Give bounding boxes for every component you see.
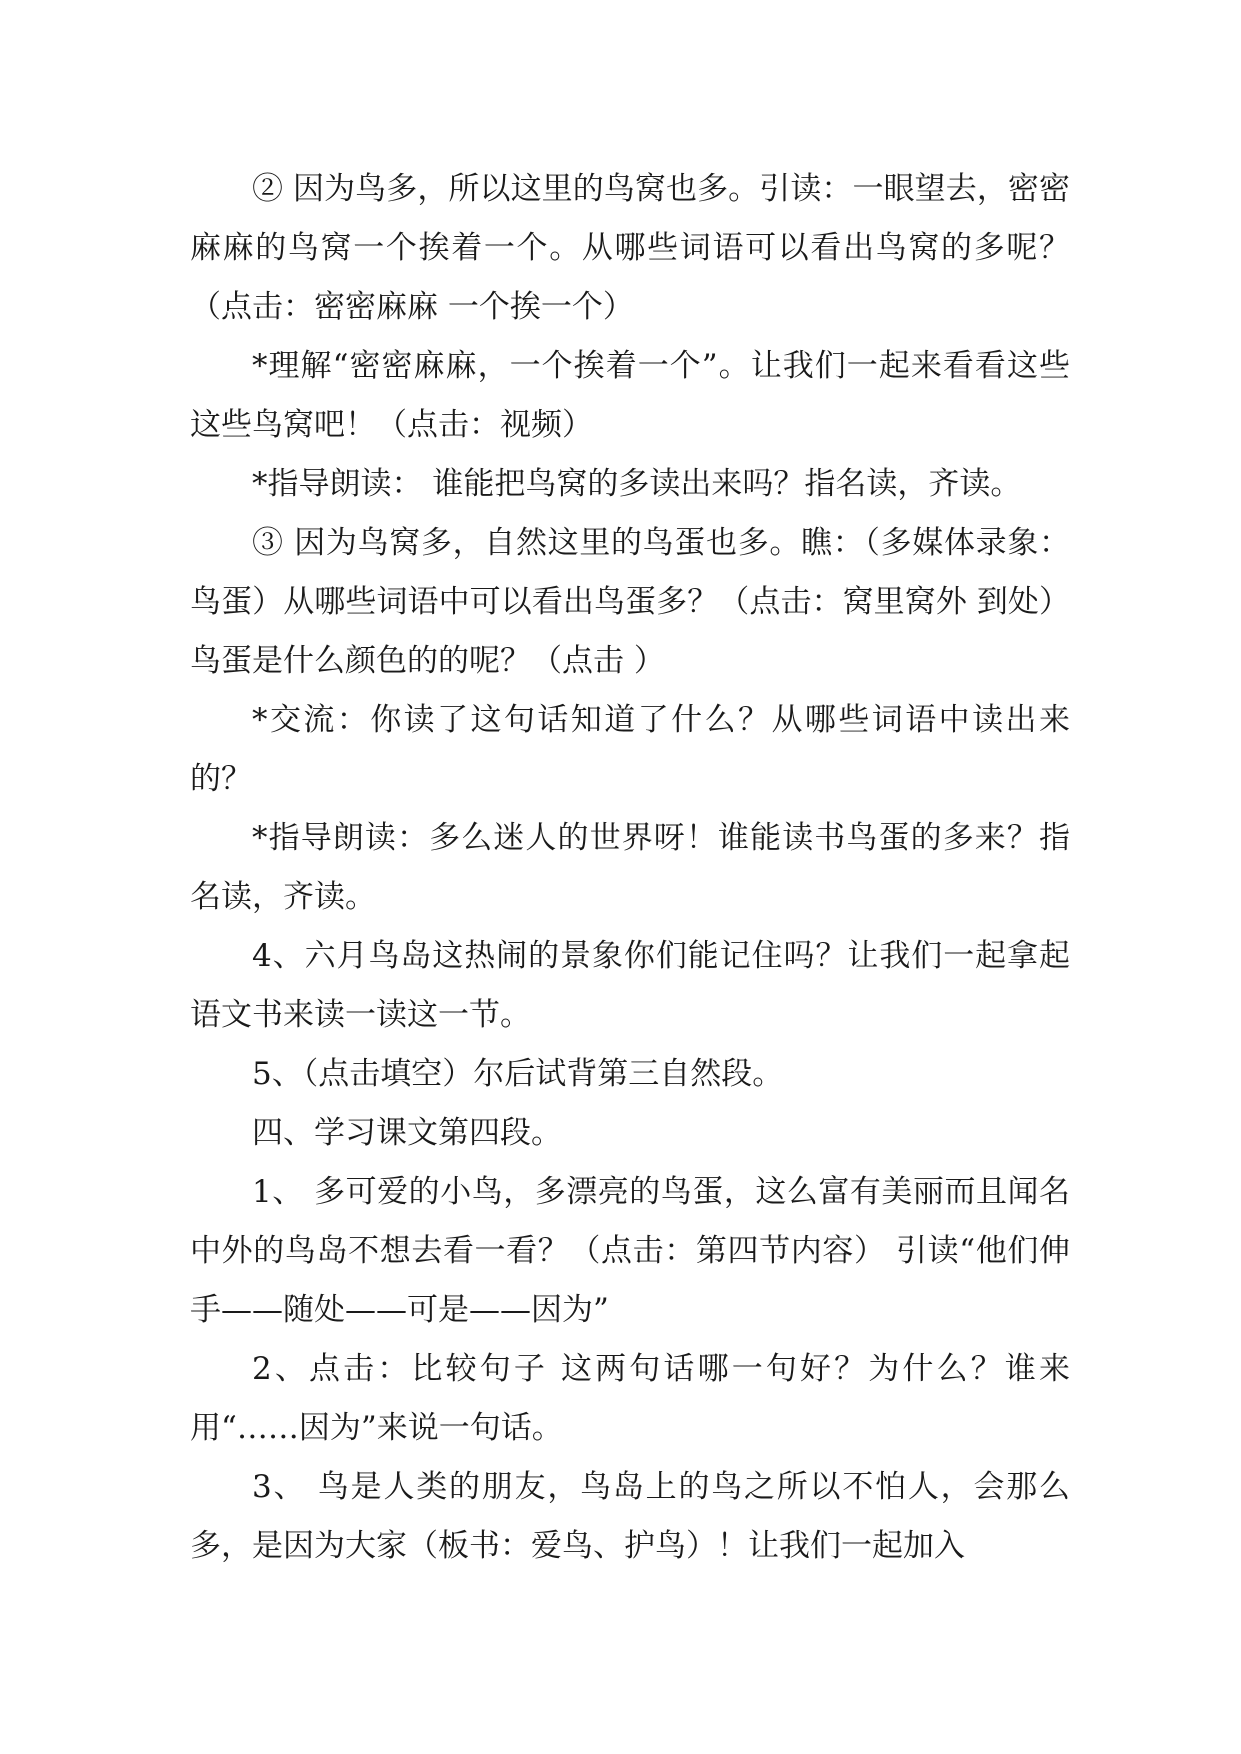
paragraph-5: *交流：你读了这句话知道了什么？从哪些词语中读出来的？ [190,702,1070,797]
paragraph-11: 2、点击：比较句子 这两句话哪一句好？为什么？谁来用“……因为”来说一句话。 [190,1351,1070,1446]
document-page [190,160,1070,1576]
paragraph-1: ② 因为鸟多，所以这里的鸟窝也多。引读：一眼望去，密密麻麻的鸟窝一个挨着一个。从哪些词语可以看出鸟窝的多呢？（点击：密密麻麻 一个挨一个） [190,171,1070,325]
paragraph-8: 5、（点击填空）尔后试背第三自然段。 [252,1056,784,1092]
section-heading: 四、学习课文第四段。 [252,1115,562,1151]
paragraph-6: *指导朗读：多么迷人的世界呀！谁能读书鸟蛋的多来？指名读，齐读。 [190,820,1070,915]
paragraph-3: *指导朗读： 谁能把鸟窝的多读出来吗？指名读，齐读。 [252,466,1022,502]
paragraph-12: 3、 鸟是人类的朋友，鸟岛上的鸟之所以不怕人，会那么多，是因为大家（板书：爱鸟、护鸟）！让我们一起加入 [190,1469,1070,1564]
paragraph-7: 4、六月鸟岛这热闹的景象你们能记住吗？让我们一起拿起语文书来读一读这一节。 [190,938,1070,1033]
paragraph-10: 1、 多可爱的小鸟，多漂亮的鸟蛋，这么富有美丽而且闻名中外的鸟岛不想去看一看？（点击：第四节内容） 引读“他们伸手——随处——可是——因为” [190,1174,1070,1328]
paragraph-2: *理解“密密麻麻，一个挨着一个”。让我们一起来看看这些这些鸟窝吧！（点击：视频） [190,348,1070,443]
paragraph-4: ③ 因为鸟窝多，自然这里的鸟蛋也多。瞧：（多媒体录象：鸟蛋）从哪些词语中可以看出鸟蛋多？（点击：窝里窝外 到处）鸟蛋是什么颜色的的呢？（点击 ） [190,525,1070,679]
